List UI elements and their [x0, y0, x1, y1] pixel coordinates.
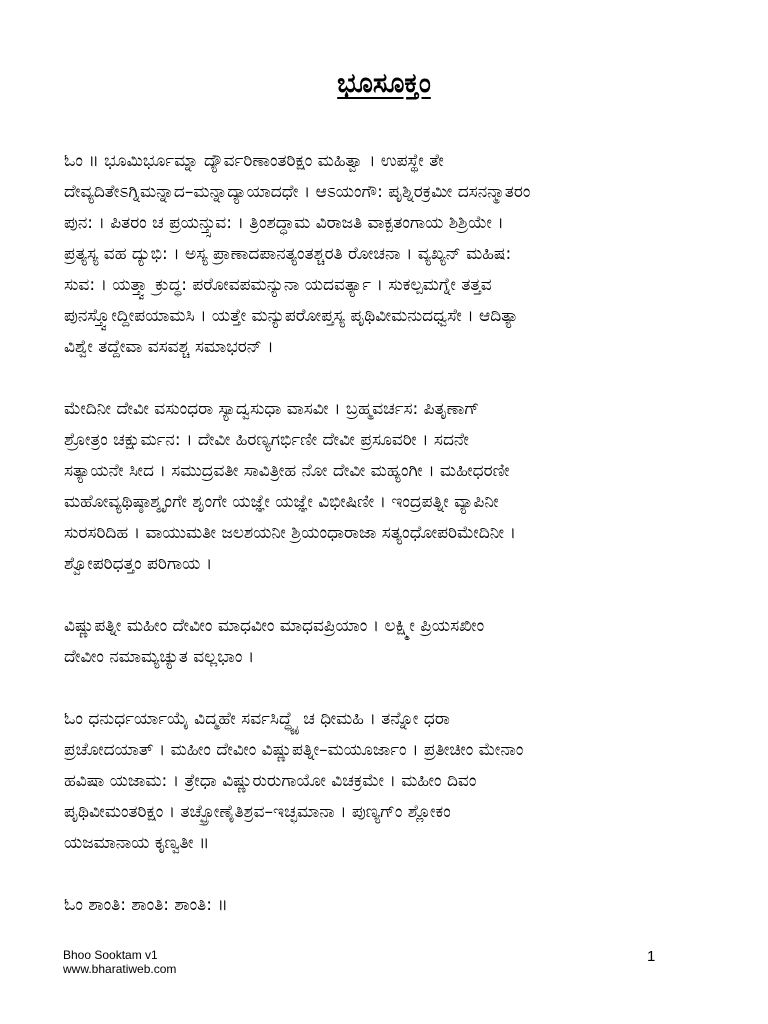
footer	[63, 948, 176, 976]
footer-doc-name: Bhoo Sooktam v1	[63, 948, 158, 962]
text-line: ಹವಿಷಾ ಯಜಾಮ: । ತ್ರೇಧಾ ವಿಷ್ಣುರುರುಗಾಯೋ ವಿಚಕ್ರಮೇ । ಮಹೀಂ ದಿವಂ	[64, 771, 477, 791]
text-line: ಪ್ರಚೋದಯಾತ್ । ಮಹೀಂ ದೇವೀಂ ವಿಷ್ಣುಪತ್ನೀ–ಮಯೂರ್ಜಾಂ । ಪ್ರತೀಚೀಂ ಮೇನಾಂ	[64, 740, 524, 760]
text-line: ದೇವೀಂ ನಮಾಮ್ಯಚ್ಯುತ ವಲ್ಲಭಾಂ ।	[64, 647, 255, 667]
text-line: ಪುನ: । ಪಿತರಂ ಚ ಪ್ರಯನ್ತ್ಸುವ: । ತ್ರಿಂಶದ್ಧಾಮ ವಿರಾಜತಿ ವಾಕ್ಪತಂಗಾಯ ಶಿಶ್ರಿಯೇ ।	[64, 213, 504, 233]
text-line: ದೇವ್ಯದಿತೇಽಗ್ನಿಮನ್ನಾದ–ಮನ್ನಾದ್ಯಾಯಾದಧೇ । ಆಽಯಂಗೌ: ಪೃಶ್ನಿರಕ್ರಮೀ ದಸನನ್ಮಾತರಂ	[64, 182, 531, 202]
text-line: ಸುವ: । ಯತ್ತ್ವಾ ಕ್ರುದ್ಧ: ಪರೋವಪಮನ್ಯುನಾ ಯದವರ್ತ್ಯಾ । ಸುಕಲ್ಪಮಗ್ನೇ ತತ್ತವ	[64, 275, 492, 295]
text-line: ಪುನಸ್ತ್ವೋದ್ದೀಪಯಾಮಸಿ । ಯತ್ತೇ ಮನ್ಯುಪರೋಪ್ತಸ್ಯ ಪೃಥಿವೀಮನುದಧ್ವಸೇ । ಆದಿತ್ಯಾ	[64, 306, 519, 326]
text-line: ಓಂ ॥ ಭೂಮಿರ್ಭೂಮ್ನಾ ದ್ಯೌರ್ವರಿಣಾಂತರಿಕ್ಷಂ ಮಹಿತ್ವಾ । ಉಪಸ್ಥೇ ತೇ	[64, 151, 444, 171]
text-line: ಸತ್ಯಾಯನೇ ಸೀದ । ಸಮುದ್ರವತೀ ಸಾವಿತ್ರೀಹ ನೋ ದೇವೀ ಮಹ್ಯಂಗೀ । ಮಹೀಧರಣೀ	[64, 461, 510, 481]
page-title: ಭೂಸೂಕ್ತಂ	[337, 68, 431, 99]
text-line: ಮೇದಿನೀ ದೇವೀ ವಸುಂಧರಾ ಸ್ಯಾದ್ವಸುಧಾ ವಾಸವೀ । ಬ್ರಹ್ಮವರ್ಚಸ: ಪಿತೃಣಾಗ್	[64, 399, 480, 419]
paragraph-1	[64, 146, 704, 363]
text-line: ಶ್ರೋತ್ರಂ ಚಕ್ಷುರ್ಮನ: । ದೇವೀ ಹಿರಣ್ಯಗರ್ಭಿಣೀ ದೇವೀ ಪ್ರಸೂವರೀ । ಸದನೇ	[64, 430, 469, 450]
text-line: ಯಜಮಾನಾಯ ಕೃಣ್ವತೀ ॥	[64, 833, 210, 853]
paragraph-5	[64, 890, 704, 921]
text-line: ಸುರಸರಿದಿಹ । ವಾಯುಮತೀ ಜಲಶಯನೀ ಶ್ರಿಯಂಧಾರಾಜಾ ಸತ್ಯಂಧೋಪರಿಮೇದಿನೀ ।	[64, 523, 516, 543]
text-line: ಪ್ರತ್ಯಸ್ಯ ವಹ ದ್ಯುಭಿ: । ಅಸ್ಯ ಪ್ರಾಣಾದಪಾನತ್ಯಂತಶ್ಚರತಿ ರೋಚನಾ । ವ್ಯಖ್ಯನ್ ಮಹಿಷ:	[64, 244, 512, 264]
text-line: ಪೃಥಿವೀಮಂತರಿಕ್ಷಂ । ತಚ್ಛ್ರೋಣೈತಿಶ್ರವ–ಇಚ್ಛಮಾನಾ । ಪುಣ್ಯಗ್ಂ ಶ್ಲೋಕಂ	[64, 802, 451, 822]
footer-website: www.bharatiweb.com	[63, 962, 177, 976]
text-line: ವಿಶ್ವೇ ತದ್ದೇವಾ ವಸವಶ್ಚ ಸಮಾಭರನ್ ।	[64, 337, 274, 357]
paragraph-4	[64, 704, 704, 859]
text-line: ಮಹೋವ್ಯಥಿಷ್ಠಾಶ್ಶೃಂಗೇ ಶೃಂಗೇ ಯಜ್ಞೇ ಯಜ್ಞೇ ವಿಭೀಷಿಣೀ । ಇಂದ್ರಪತ್ನೀ ವ್ಯಾಪಿನೀ	[64, 492, 499, 512]
text-line: ಶ್ವೋಪರಿಧತ್ತಂ ಪರಿಗಾಯ ।	[64, 554, 213, 574]
text-line: ಓಂ ಧನುರ್ಧರ್ಯಾಯೈ ವಿದ್ಮಹೇ ಸರ್ವಸಿದ್ಧ್ಯೈ ಚ ಧೀಮಹಿ । ತನ್ನೋ ಧರಾ	[64, 709, 450, 729]
document-body	[64, 146, 704, 952]
page-number: 1	[647, 948, 656, 965]
text-line: ಓಂ ಶಾಂತಿ: ಶಾಂತಿ: ಶಾಂತಿ: ॥	[64, 895, 228, 915]
text-line: ವಿಷ್ಣುಪತ್ನೀ ಮಹೀಂ ದೇವೀಂ ಮಾಧವೀಂ ಮಾಧವಪ್ರಿಯಾಂ । ಲಕ್ಷ್ಮೀ ಪ್ರಿಯಸಖೀಂ	[64, 616, 485, 636]
paragraph-3	[64, 611, 704, 673]
paragraph-2	[64, 394, 704, 580]
